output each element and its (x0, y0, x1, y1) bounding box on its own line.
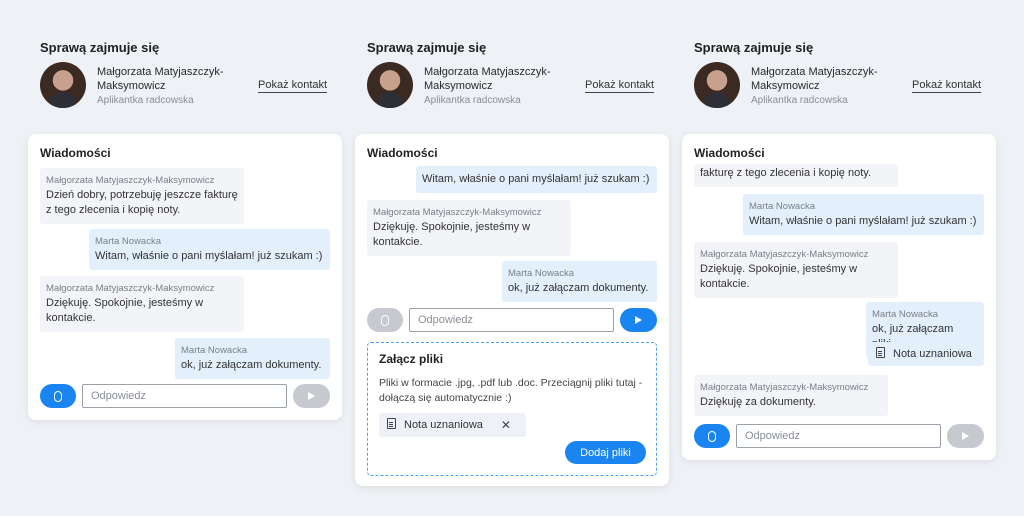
message-sender: Małgorzata Matyjaszczyk-Maksymowicz (373, 207, 542, 218)
send-button[interactable] (947, 424, 984, 448)
document-icon (387, 418, 396, 432)
message-sender: Marta Nowacka (95, 236, 161, 247)
messages-title: Wiadomości (367, 146, 438, 160)
send-button[interactable] (293, 384, 330, 408)
reply-bar (694, 424, 984, 450)
send-button[interactable] (620, 308, 657, 332)
message-incoming (694, 164, 898, 187)
attached-file-chip (379, 413, 526, 437)
message-incoming (367, 200, 571, 256)
paperclip-icon (54, 391, 62, 402)
message-incoming (40, 276, 244, 332)
message-sender: Marta Nowacka (508, 268, 574, 279)
message-text: Dziękuję za dokumenty. (700, 396, 816, 408)
message-text: ok, już załączam dokumenty. (508, 282, 649, 294)
message-outgoing (416, 166, 657, 193)
send-icon (635, 316, 642, 324)
messages-card (682, 134, 996, 460)
messages-card (28, 134, 342, 420)
file-dropzone[interactable] (367, 342, 657, 476)
message-text: Witam, właśnie o pani myślałam! już szukam :) (422, 173, 650, 185)
person-name: Małgorzata Matyjaszczyk-Maksymowicz (424, 66, 551, 92)
attached-file-name: Nota uznaniowa (893, 348, 972, 360)
person-name: Małgorzata Matyjaszczyk-Maksymowicz (751, 66, 878, 92)
reply-bar (367, 308, 657, 334)
message-text: Witam, właśnie o pani myślałam! już szukam :) (749, 215, 977, 227)
reply-input[interactable] (736, 424, 941, 448)
show-contact-link[interactable]: Pokaż kontakt (585, 79, 655, 91)
avatar (367, 62, 413, 108)
avatar (40, 62, 86, 108)
message-sender: Marta Nowacka (181, 345, 247, 356)
message-outgoing (89, 229, 330, 270)
responsible-title: Sprawą zajmuje się (40, 40, 160, 55)
responsible-person (40, 62, 330, 110)
message-text: Dziękuję. Spokojnie, jesteśmy w kontakcie. (700, 263, 858, 290)
message-incoming (694, 375, 888, 416)
message-text: ok, już załączam (872, 323, 954, 335)
close-icon[interactable]: ✕ (500, 418, 511, 432)
reply-input[interactable] (409, 308, 614, 332)
person-role: Aplikantka radcowska (751, 95, 848, 106)
message-sender: Marta Nowacka (749, 201, 815, 212)
message-incoming (694, 242, 898, 298)
reply-input[interactable] (82, 384, 287, 408)
responsible-person (367, 62, 657, 110)
messages-title: Wiadomości (694, 146, 765, 160)
avatar (694, 62, 740, 108)
message-sender: Małgorzata Matyjaszczyk-Maksymowicz (700, 249, 869, 260)
message-sender: Marta Nowacka (872, 309, 938, 320)
person-role: Aplikantka radcowska (97, 95, 194, 106)
attach-button[interactable] (694, 424, 730, 448)
upload-title: Załącz pliki (379, 352, 444, 366)
message-text: fakturę z tego zlecenia i kopię noty. (700, 167, 872, 179)
document-icon (876, 347, 885, 361)
person-name: Małgorzata Matyjaszczyk-Maksymowicz (97, 66, 224, 92)
attach-button[interactable] (40, 384, 76, 408)
message-text: Dziękuję. Spokojnie, jesteśmy w kontakcie. (373, 221, 531, 248)
message-text: Dzień dobry, potrzebuję jeszcze fakturę z tego zlecenia i kopię noty. (46, 189, 238, 216)
message-text: Dziękuję. Spokojnie, jesteśmy w kontakcie. (46, 297, 204, 324)
messages-card (355, 134, 669, 486)
attached-file-message[interactable] (868, 342, 984, 366)
responsible-person (694, 62, 984, 110)
attached-file-name: Nota uznaniowa (404, 419, 483, 431)
send-icon (962, 432, 969, 440)
message-sender: Małgorzata Matyjaszczyk-Maksymowicz (700, 382, 869, 393)
upload-instructions: Pliki w formacie .jpg, .pdf lub .doc. Przeciągnij pliki tutaj - dołączą się automatycznie :) (379, 377, 643, 404)
message-sender: Małgorzata Matyjaszczyk-Maksymowicz (46, 283, 215, 294)
attach-button[interactable] (367, 308, 403, 332)
message-text: Witam, właśnie o pani myślałam! już szukam :) (95, 250, 323, 262)
messages-title: Wiadomości (40, 146, 111, 160)
responsible-title: Sprawą zajmuje się (367, 40, 487, 55)
paperclip-icon (708, 431, 716, 442)
message-outgoing (175, 338, 330, 379)
message-outgoing (502, 261, 657, 302)
send-icon (308, 392, 315, 400)
message-outgoing (743, 194, 984, 235)
person-role: Aplikantka radcowska (424, 95, 521, 106)
show-contact-link[interactable]: Pokaż kontakt (912, 79, 982, 91)
show-contact-link[interactable]: Pokaż kontakt (258, 79, 328, 91)
reply-bar (40, 384, 330, 410)
paperclip-icon (381, 315, 389, 326)
responsible-title: Sprawą zajmuje się (694, 40, 814, 55)
message-sender: Małgorzata Matyjaszczyk-Maksymowicz (46, 175, 215, 186)
add-files-button[interactable]: Dodaj pliki (565, 441, 646, 464)
message-text: ok, już załączam dokumenty. (181, 359, 322, 371)
message-incoming (40, 168, 244, 224)
